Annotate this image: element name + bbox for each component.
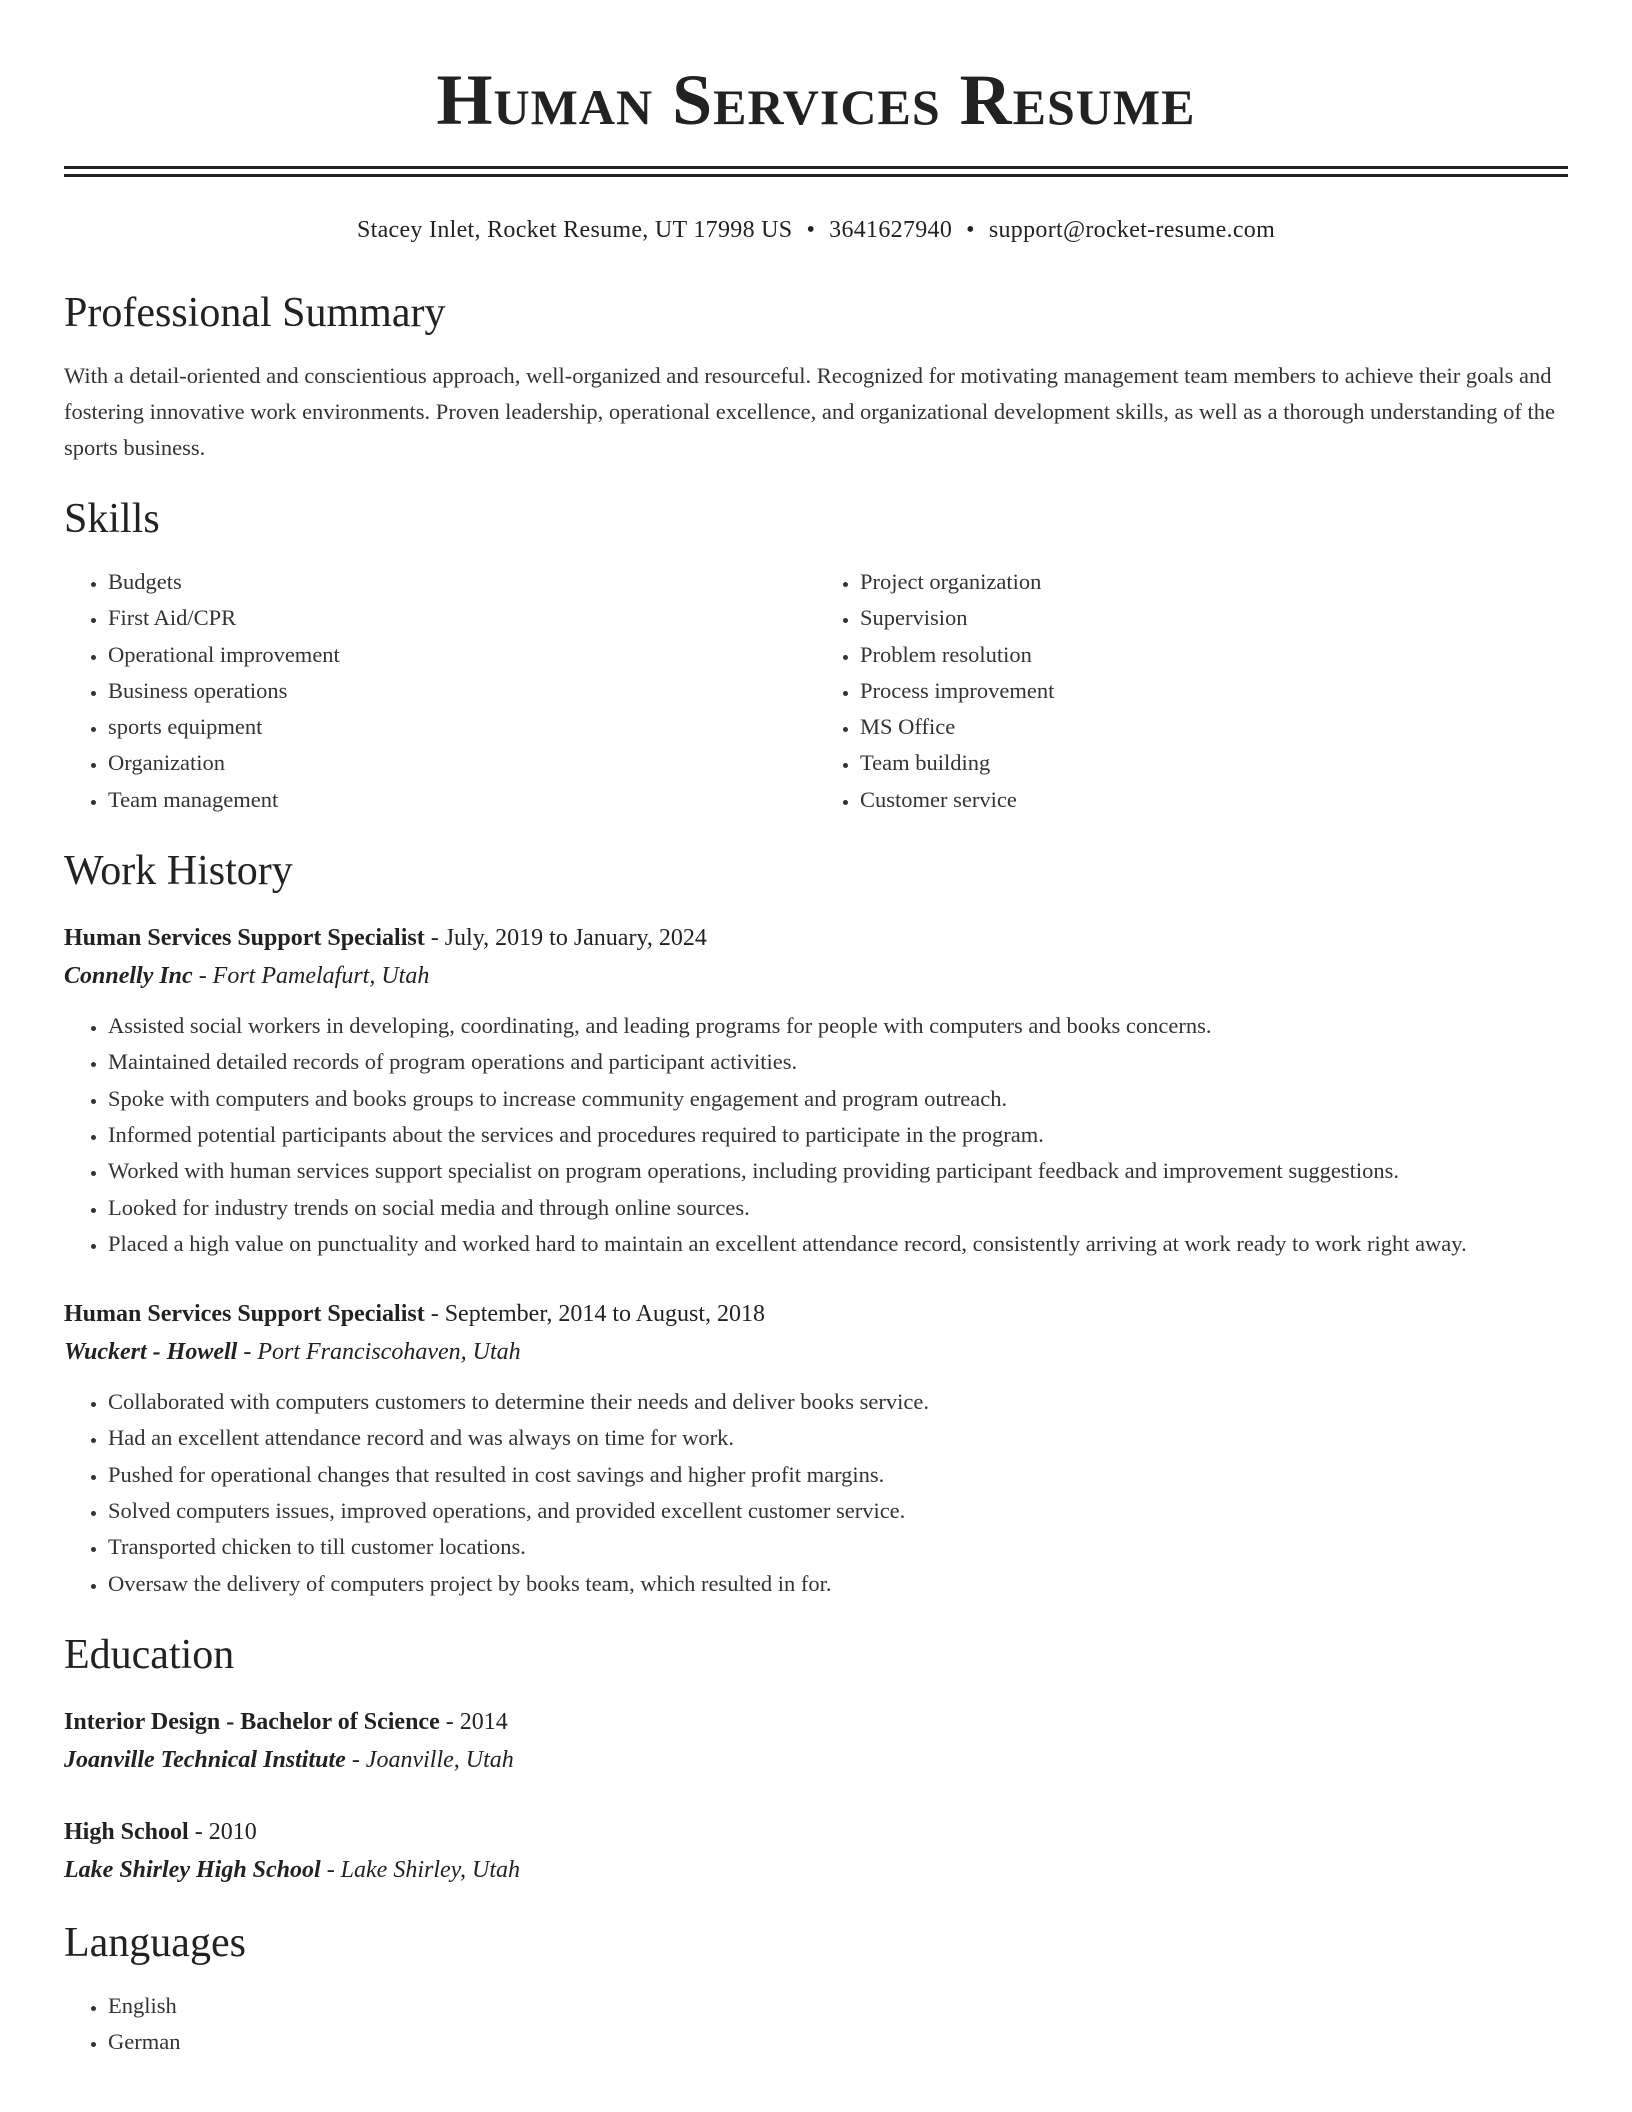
company-location: - Port Franciscohaven, Utah [237, 1339, 521, 1366]
school-line [64, 1740, 1568, 1780]
school-name: Joanville Technical Institute [64, 1746, 346, 1773]
job-bullet: • Assisted social workers in developing, coordinating, and leading programs for people with computers and books concerns. [108, 1008, 1568, 1044]
job-dates: - July, 2019 to January, 2024 [424, 925, 707, 952]
degree-line [64, 1704, 1568, 1740]
job-title: Human Services Support Specialist [64, 925, 425, 952]
graduation-year: - 2010 [188, 1818, 257, 1845]
school-location: - Lake Shirley, Utah [320, 1856, 520, 1883]
school-line [64, 1850, 1568, 1890]
job-bullet: • Maintained detailed records of program operations and participant activities. [108, 1044, 1568, 1080]
skill-item: • Problem resolution [860, 637, 1568, 673]
skill-item: • Business operations [108, 673, 816, 709]
degree-line [64, 1814, 1568, 1850]
job-bullets [64, 1008, 1568, 1262]
double-rule-divider [64, 166, 1568, 177]
skill-item: • Operational improvement [108, 637, 816, 673]
work-history-section [64, 846, 1568, 1602]
skill-item: • sports equipment [108, 709, 816, 745]
degree-name: Interior Design - Bachelor of Science [64, 1708, 440, 1735]
company-line [64, 956, 1568, 996]
job-entry [64, 920, 1568, 1262]
contact-email: support@rocket-resume.com [988, 217, 1276, 243]
school-location: - Joanville, Utah [345, 1746, 514, 1773]
resume-title: Human Services Resume [436, 60, 1196, 140]
job-bullet: • Had an excellent attendance record and was always on time for work. [108, 1420, 1568, 1456]
job-bullet: • Placed a high value on punctuality and worked hard to maintain an excellent attendance record, consistently arriving at work ready to work right away. [108, 1226, 1568, 1262]
job-bullet: • Solved computers issues, improved operations, and provided excellent customer service. [108, 1493, 1568, 1529]
degree-name: High School [64, 1818, 189, 1845]
languages-list [64, 1988, 1568, 2061]
section-heading: Skills [64, 496, 160, 542]
job-title: Human Services Support Specialist [64, 1301, 425, 1328]
contact-separator: • [966, 217, 975, 243]
section-heading: Education [64, 1631, 235, 1678]
school-name: Lake Shirley High School [64, 1856, 321, 1883]
skills-grid [64, 564, 1568, 818]
languages-section [64, 1918, 1568, 2061]
job-bullet: • Pushed for operational changes that resulted in cost savings and higher profit margins. [108, 1457, 1568, 1493]
contact-address: Stacey Inlet, Rocket Resume, UT 17998 US [356, 217, 793, 243]
skills-list-right [816, 564, 1568, 818]
language-item: • German [108, 2024, 1568, 2060]
summary-text: With a detail-oriented and conscientious approach, well-organized and resourceful. Recognized for motivating management team members to achieve their goals and fostering innovative work environments. Proven leadership, operational excellence, and organizational development skills, as well as a thorough understanding of the sports business. [64, 363, 1556, 460]
skill-item: • Customer service [860, 782, 1568, 818]
section-heading: Work History [64, 848, 293, 895]
section-heading: Professional Summary [64, 290, 446, 336]
job-bullet: • Spoke with computers and books groups to increase community engagement and program outreach. [108, 1081, 1568, 1117]
job-bullet: • Transported chicken to till customer locations. [108, 1529, 1568, 1565]
job-bullet: • Worked with human services support specialist on program operations, including providing participant feedback and improvement suggestions. [108, 1153, 1568, 1189]
job-entry [64, 1296, 1568, 1602]
professional-summary-section [64, 288, 1568, 466]
job-bullet: • Looked for industry trends on social media and through online sources. [108, 1190, 1568, 1226]
skill-item: • Budgets [108, 564, 816, 600]
job-dates: - September, 2014 to August, 2018 [424, 1301, 766, 1328]
skill-item: • MS Office [860, 709, 1568, 745]
skill-item: • Team management [108, 782, 816, 818]
skills-section [64, 494, 1568, 818]
job-bullets [64, 1384, 1568, 1602]
skill-item: • Team building [860, 745, 1568, 781]
contact-phone: 3641627940 [829, 217, 953, 243]
skill-item: • Project organization [860, 564, 1568, 600]
skills-list-left [64, 564, 816, 818]
job-title-line [64, 1296, 1568, 1332]
education-entry [64, 1704, 1568, 1780]
job-bullet: • Collaborated with computers customers to determine their needs and deliver books service. [108, 1384, 1568, 1420]
language-item: • English [108, 1988, 1568, 2024]
education-entry [64, 1814, 1568, 1890]
graduation-year: - 2014 [439, 1708, 508, 1735]
skill-item: • Supervision [860, 600, 1568, 636]
skill-item: • First Aid/CPR [108, 600, 816, 636]
contact-separator: • [806, 217, 816, 243]
education-section [64, 1630, 1568, 1890]
job-bullet: • Informed potential participants about the services and procedures required to participate in the program. [108, 1117, 1568, 1153]
company-location: - Fort Pamelafurt, Utah [192, 963, 430, 990]
company-name: Connelly Inc [64, 963, 193, 990]
job-bullet: • Oversaw the delivery of computers project by books team, which resulted in for. [108, 1566, 1568, 1602]
company-line [64, 1332, 1568, 1372]
skill-item: • Organization [108, 745, 816, 781]
company-name: Wuckert - Howell [64, 1339, 238, 1366]
section-heading: Languages [64, 1919, 246, 1966]
job-title-line [64, 920, 1568, 956]
skill-item: • Process improvement [860, 673, 1568, 709]
contact-line [64, 215, 1568, 245]
